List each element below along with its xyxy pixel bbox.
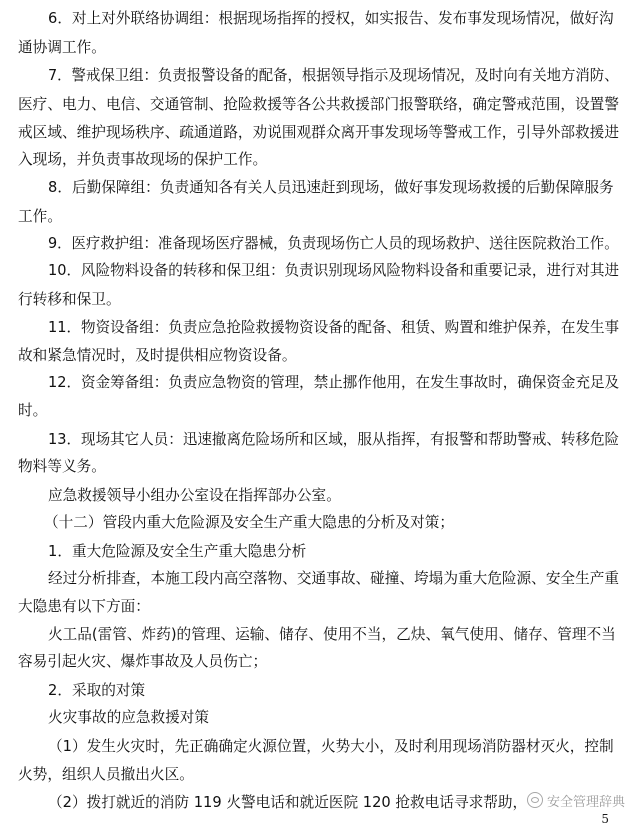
text-line: [0, 508, 633, 536]
line-text: 行转移和保卫。: [18, 290, 121, 308]
line-text: 2．采取的对策: [48, 681, 146, 699]
line-text: 火工品(雷管、炸药)的管理、运输、储存、使用不当，乙炔、氧气使用、储存、管理不当: [48, 625, 616, 643]
text-line: [0, 202, 633, 230]
text-line: [0, 341, 633, 369]
line-text: 时。: [18, 401, 48, 419]
line-text: 12．资金筹备组：负责应急物资的管理，禁止挪作他用，在发生事故时，确保资金充足及: [48, 373, 620, 391]
text-line: [0, 537, 633, 565]
text-line: [0, 760, 633, 788]
line-text: 经过分析排查，本施工段内高空落物、交通事故、碰撞、垮塌为重大危险源、安全生产重: [48, 569, 620, 587]
line-text: 7．警戒保卫组：负责报警设备的配备，根据领导指示及现场情况，及时向有关地方消防、: [48, 66, 619, 84]
text-line: [0, 4, 633, 32]
text-line: [0, 564, 633, 592]
text-line: [0, 368, 633, 396]
text-line: [0, 118, 633, 146]
wechat-icon: [527, 792, 543, 808]
text-line: [0, 173, 633, 201]
line-text: 应急救援领导小组办公室设在指挥部办公室。: [48, 486, 341, 504]
text-line: [0, 425, 633, 453]
line-text: 火势，组织人员撤出火区。: [18, 765, 194, 783]
line-text: （1）发生火灾时，先正确确定火源位置，火势大小，及时利用现场消防器材灭火，控制: [48, 737, 614, 755]
line-text: 11．物资设备组：负责应急抢险救援物资设备的配备、租赁、购置和维护保养，在发生事: [48, 318, 620, 336]
text-line: [0, 703, 633, 731]
text-line: [0, 256, 633, 284]
line-text: 13．现场其它人员：迅速撤离危险场所和区域，服从指挥，有报警和帮助警戒、转移危险: [48, 430, 620, 448]
line-text: 大隐患有以下方面：: [18, 597, 150, 615]
text-line: [0, 33, 633, 61]
line-text: 工作。: [18, 207, 62, 225]
line-text: 容易引起火灾、爆炸事故及人员伤亡；: [18, 652, 268, 670]
line-text: 10．风险物料设备的转移和保卫组：负责识别现场风险物料设备和重要记录，进行对其进: [48, 261, 620, 279]
text-line: [0, 592, 633, 620]
text-line: [0, 620, 633, 648]
line-text: 故和紧急情况时，及时提供相应物资设备。: [18, 346, 297, 364]
line-text: （2）拨打就近的消防 119 火警电话和就近医院 120 抢救电话寻求帮助，: [48, 793, 528, 811]
watermark: [527, 789, 625, 811]
text-line: [0, 61, 633, 89]
line-text: 9．医疗救护组：准备现场医疗器械，负责现场伤亡人员的现场救护、送往医院救治工作。: [48, 234, 619, 252]
text-line: [0, 285, 633, 313]
text-line: [0, 676, 633, 704]
line-text: 医疗、电力、电信、交通管制、抢险救援等各公共救援部门报警联络，确定警戒范围，设置警: [18, 95, 619, 113]
watermark-text: 安全管理辞典: [546, 794, 625, 810]
line-text: 物料等义务。: [18, 457, 106, 475]
text-line: [0, 452, 633, 480]
text-line: [0, 396, 633, 424]
text-line: [0, 145, 633, 173]
line-text: （十二）管段内重大危险源及安全生产重大隐患的分析及对策；: [44, 513, 455, 531]
line-text: 入现场，并负责事故现场的保护工作。: [18, 150, 268, 168]
line-text: 通协调工作。: [18, 38, 106, 56]
line-text: 6．对上对外联络协调组：根据现场指挥的授权，如实报告、发布事发现场情况，做好沟: [48, 9, 614, 27]
text-line: [0, 732, 633, 760]
line-text: 戒区域、维护现场秩序、疏通道路，劝说围观群众离开事发现场等警戒工作，引导外部救援进: [18, 123, 619, 141]
text-line: [0, 647, 633, 675]
text-line: [0, 90, 633, 118]
text-line: [0, 229, 633, 257]
page-number: 5: [601, 812, 609, 826]
text-line: [0, 481, 633, 509]
line-text: 8．后勤保障组：负责通知各有关人员迅速赶到现场，做好事发现场救援的后勤保障服务: [48, 178, 614, 196]
line-text: 火灾事故的应急救援对策: [48, 708, 210, 726]
line-text: 1．重大危险源及安全生产重大隐患分析: [48, 542, 307, 560]
text-line: [0, 313, 633, 341]
